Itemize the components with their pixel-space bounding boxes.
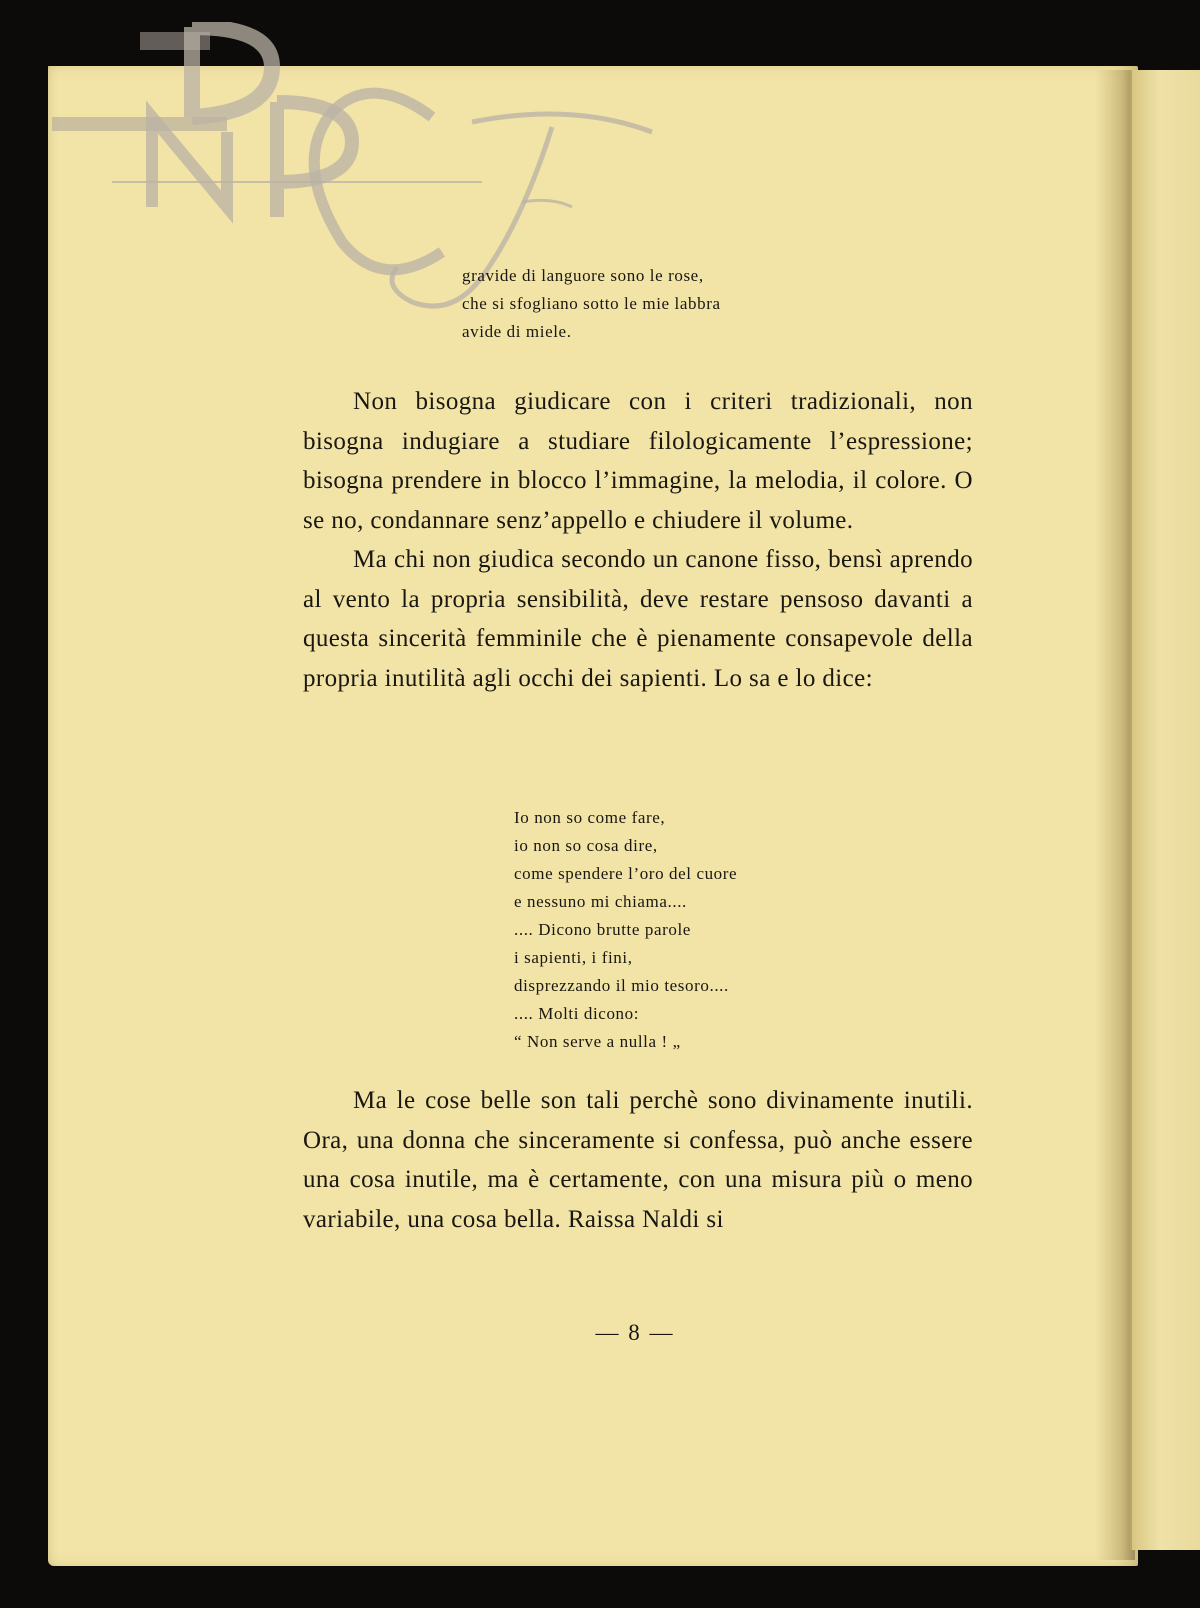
poem-line: gravide di languore sono le rose,	[462, 266, 704, 285]
prose-block-2	[303, 1081, 973, 1239]
poem-line: che si sfogliano sotto le mie labbra	[462, 294, 721, 313]
poem-line: .... Molti dicono:	[514, 1004, 640, 1023]
facing-page	[1130, 70, 1200, 1550]
poem-line: avide di miele.	[462, 322, 572, 341]
page-number: — 8 —	[595, 1320, 675, 1345]
paragraph: Ma chi non giudica secondo un canone fisso, bensì aprendo al vento la propria sensibilità, deve restare pensoso davanti a questa sincerità femminile che è pienamente consapevole della propria inutilità agli occhi dei sapienti. Lo sa e lo dice:	[303, 546, 973, 692]
poem-line: i sapienti, i fini,	[514, 948, 633, 967]
poem-line: .... Dicono brutte parole	[514, 920, 691, 939]
poem-line: “ Non serve a nulla ! „	[514, 1032, 681, 1051]
paragraph: Non bisogna giudicare con i criteri tradizionali, non bisogna indugiare a studiare filologicamente l’espressione; bisogna prendere in blocco l’immagine, la melodia, il colore. O se no, condannare senz’appello e chiudere il volume.	[303, 388, 973, 534]
paragraph: Ma le cose belle son tali perchè sono divinamente inutili. Ora, una donna che sinceramente si confessa, può anche essere una cosa inutile, ma è certamente, con una misura più o meno variabile, una cosa bella. Raissa Naldi si	[303, 1087, 973, 1233]
prose-block-1	[303, 382, 973, 698]
poem-line: disprezzando il mio tesoro....	[514, 976, 729, 995]
poem-line: Io non so come fare,	[514, 808, 666, 827]
poem-line: come spendere l’oro del cuore	[514, 864, 738, 883]
poem-line: e nessuno mi chiama....	[514, 892, 687, 911]
spine-shadow	[1095, 70, 1135, 1560]
poem-stanza-top	[462, 262, 721, 346]
poem-line: io non so cosa dire,	[514, 836, 658, 855]
poem-stanza-middle	[514, 804, 737, 1056]
